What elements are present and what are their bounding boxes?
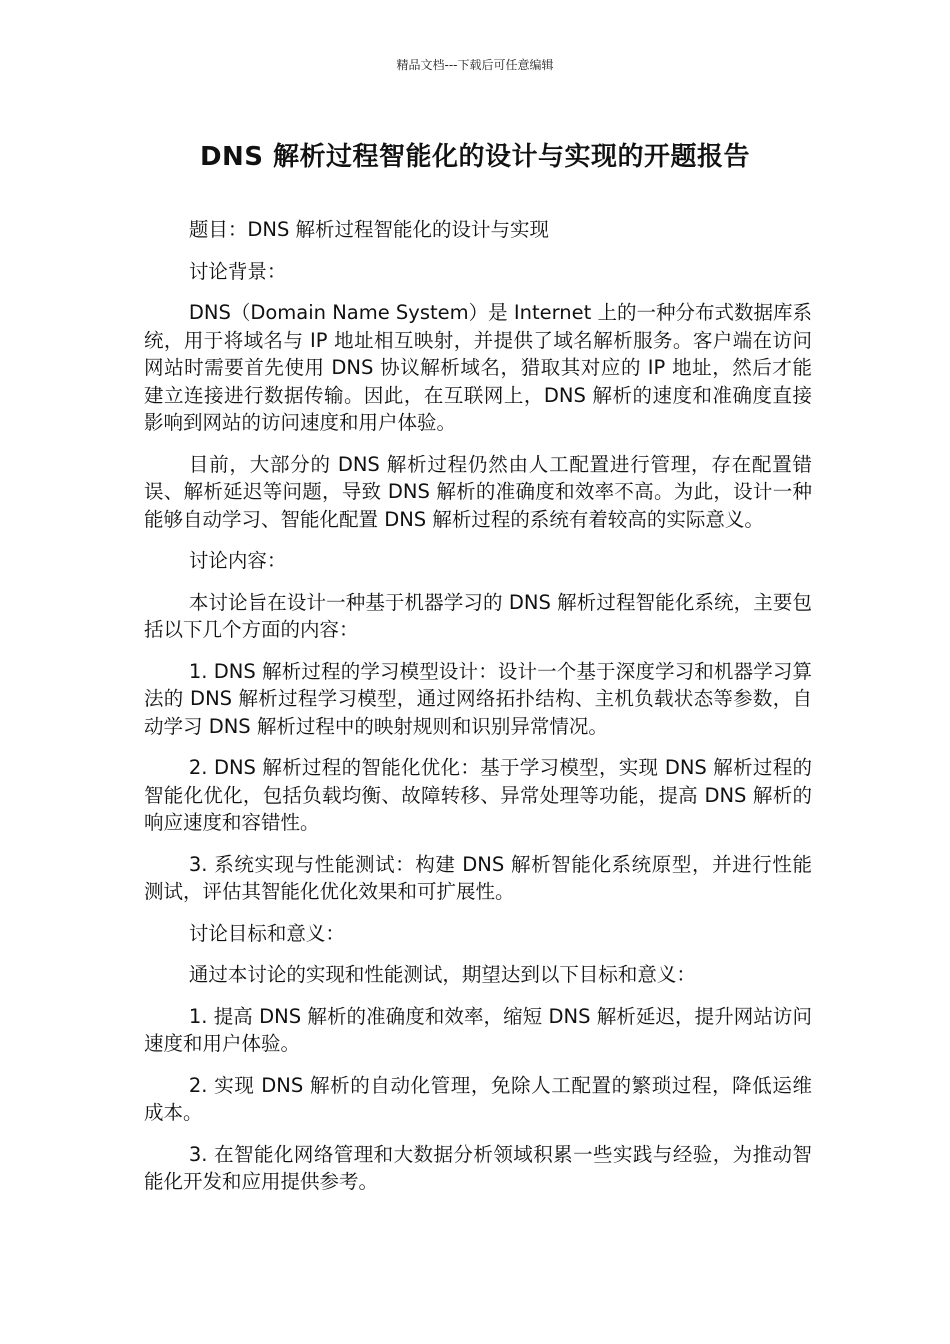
goal-item-2: 2. 实现 DNS 解析的自动化管理，免除人工配置的繁琐过程，降低运维成本。 <box>144 1073 812 1124</box>
goal-item-1: 1. 提高 DNS 解析的准确度和效率，缩短 DNS 解析延迟，提升网站访问速度和用户体验。 <box>144 1004 812 1055</box>
topic-line: 题目：DNS 解析过程智能化的设计与实现 <box>188 218 550 241</box>
document-body <box>144 216 812 1210</box>
background-paragraph-2: 目前，大部分的 DNS 解析过程仍然由人工配置进行管理，存在配置错误、解析延迟等问题，导致 DNS 解析的准确度和效率不高。为此，设计一种能够自动学习、智能化配置 DNS 解析过程的系统有着较高的实际意义。 <box>144 452 812 531</box>
goals-intro-paragraph: 通过本讨论的实现和性能测试，期望达到以下目标和意义： <box>188 963 696 986</box>
section-label-content: 讨论内容： <box>188 549 287 572</box>
goal-item-3: 3. 在智能化网络管理和大数据分析领域积累一些实践与经验，为推动智能化开发和应用提供参考。 <box>144 1142 812 1193</box>
content-intro-paragraph: 本讨论旨在设计一种基于机器学习的 DNS 解析过程智能化系统，主要包括以下几个方面的内容： <box>144 590 812 641</box>
section-label-goals: 讨论目标和意义： <box>188 921 345 945</box>
content-item-1: 1. DNS 解析过程的学习模型设计：设计一个基于深度学习和机器学习算法的 DNS 解析过程学习模型，通过网络拓扑结构、主机负载状态等参数，自动学习 DNS 解析过程中的映射规则和识别异常情况。 <box>144 659 812 738</box>
content-item-2: 2. DNS 解析过程的智能化优化：基于学习模型，实现 DNS 解析过程的智能化优化，包括负载均衡、故障转移、异常处理等功能，提高 DNS 解析的响应速度和容错性。 <box>144 756 812 834</box>
page-header: 精品文档---下载后可任意编辑 <box>396 58 554 72</box>
section-label-background: 讨论背景： <box>188 259 287 283</box>
background-paragraph-1: DNS（Domain Name System）是 Internet 上的一种分布式数据库系统，用于将域名与 IP 地址相互映射，并提供了域名解析服务。客户端在访问网站时需要首先使用 DNS 协议解析域名，猎取其对应的 IP 地址，然后才能建立连接进行数据传输。因此，在互联网上，DNS 解析的速度和准确度直接影响到网站的访问速度和用户体验。 <box>144 301 812 434</box>
content-item-3: 3. 系统实现与性能测试：构建 DNS 解析智能化系统原型，并进行性能测试，评估其智能化优化效果和可扩展性。 <box>144 852 812 903</box>
document-title: DNS 解析过程智能化的设计与实现的开题报告 <box>199 142 751 172</box>
